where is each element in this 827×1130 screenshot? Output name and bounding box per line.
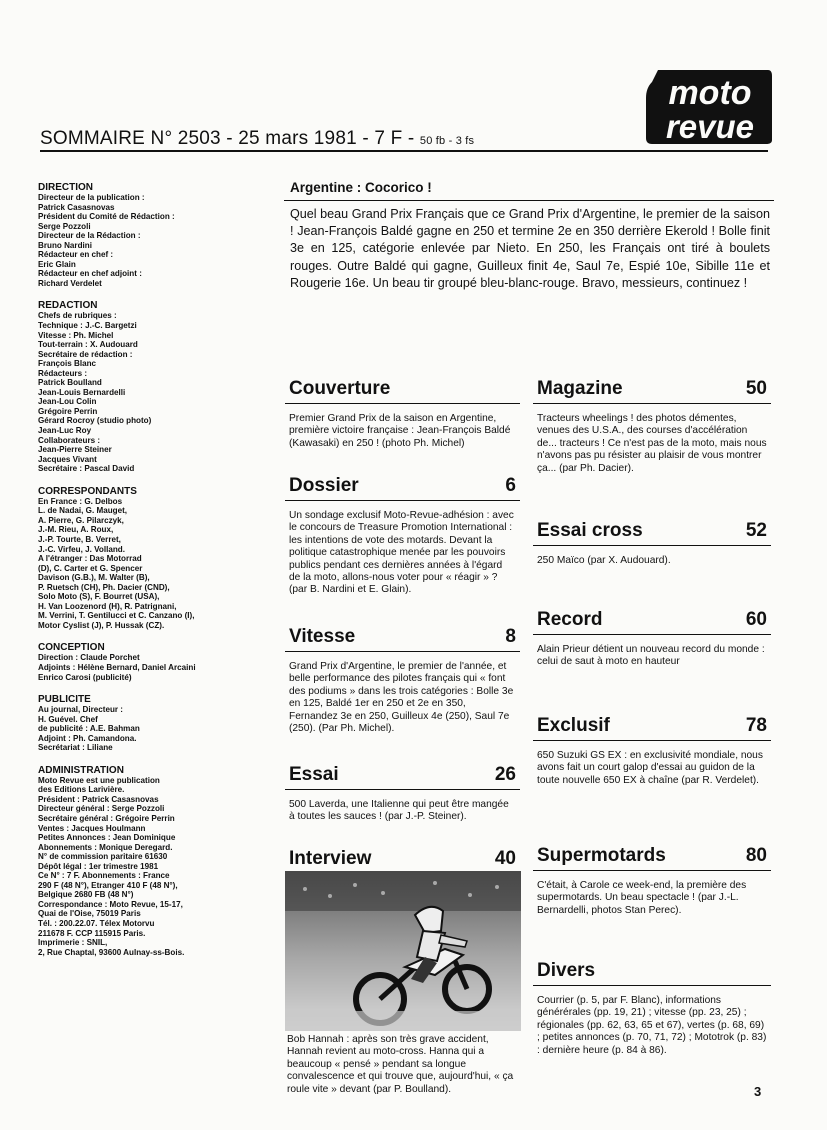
masthead-line: Jean-Pierre Steiner <box>38 445 112 455</box>
masthead-line: H. Van Loozenord (H), R. Patrignani, <box>38 601 177 611</box>
masthead-line: Eric Glain <box>38 259 76 269</box>
masthead-line: Jean-Luc Roy <box>38 426 92 436</box>
masthead-line: Secrétaire de rédaction : <box>38 349 133 359</box>
article-text: Courrier (p. 5, par F. Blanc), informations générérales (pp. 19, 21) ; vitesse (pp. 23, 25) ; régionales (pp. 62, 63, 65 et 67), vertes (p. 68, 69) ; petites annonces (p. 70, 71, 72) ; Mototrok (p. 83) : dernière heure (p. 84 à 86). <box>537 995 767 1056</box>
masthead-line: Patrick Boulland <box>38 378 102 388</box>
article-exclusif[interactable] <box>533 715 771 787</box>
masthead-section-title: PUBLICITE <box>38 694 91 706</box>
masthead-line: Directeur de la publication : <box>38 193 145 202</box>
masthead-line: Technique : J.-C. Bargetzi <box>38 321 137 331</box>
masthead-line: Adjoints : Hélène Bernard, Daniel Arcaini <box>38 662 196 672</box>
article-page: 78 <box>745 715 767 736</box>
intro-block <box>284 180 774 292</box>
masthead-section-title: CONCEPTION <box>38 642 105 654</box>
masthead-section-title: CORRESPONDANTS <box>38 485 137 497</box>
article-page: 40 <box>494 848 516 869</box>
masthead-line: des Editions Larivière. <box>38 785 125 795</box>
masthead-line: Grégoire Perrin <box>38 406 98 416</box>
masthead-line: Davison (G.B.), M. Walter (B), <box>38 573 150 583</box>
article-magazine[interactable] <box>533 378 771 475</box>
intro-title: Argentine : Cocorico ! <box>290 180 432 195</box>
masthead-line: Jean-Louis Bernardelli <box>38 387 126 397</box>
masthead-line: P. Ruetsch (CH), Ph. Dacier (CND), <box>38 582 170 592</box>
article-title: Supermotards <box>537 845 666 866</box>
masthead-line: Rédacteurs : <box>38 368 88 378</box>
masthead-line: Ce N° : 7 F. Abonnements : France <box>38 871 170 881</box>
article-title: Magazine <box>537 378 623 399</box>
motocross-photo <box>285 871 521 1031</box>
motocross-rider-illustration <box>285 871 521 1031</box>
masthead-line: Imprimerie : SNIL, <box>38 938 108 948</box>
issue-header <box>40 128 474 150</box>
masthead-line: Rédacteur en chef adjoint : <box>38 269 142 279</box>
article-page: 26 <box>494 764 516 785</box>
masthead-line: Bruno Nardini <box>38 240 92 250</box>
masthead-line: Secrétaire général : Grégoire Perrin <box>38 813 175 823</box>
masthead-section <box>38 642 273 682</box>
masthead-line: Gérard Rocroy (studio photo) <box>38 416 152 426</box>
article-title: Interview <box>289 848 372 869</box>
article-interview[interactable] <box>285 848 520 870</box>
article-essai[interactable] <box>285 764 520 824</box>
masthead-line: En France : G. Delbos <box>38 496 123 506</box>
article-page: 50 <box>745 378 767 399</box>
masthead-line: Au journal, Directeur : <box>38 705 123 715</box>
masthead-line: N° de commission paritaire 61630 <box>38 852 168 862</box>
masthead-line: Vitesse : Ph. Michel <box>38 330 114 340</box>
article-page: 60 <box>745 609 767 630</box>
masthead-line: Moto Revue est une publication <box>38 775 160 785</box>
masthead-line: Direction : Claude Porchet <box>38 653 140 663</box>
masthead-line: Jean-Lou Colin <box>38 397 97 407</box>
masthead-line: Secrétaire : Pascal David <box>38 464 135 474</box>
article-text: Un sondage exclusif Moto-Revue-adhésion : avec le concours de Treasure Promotion International : les intentions de vote des motards. Devant la politique catastrophique menée par les pouvoirs publics pendant ces dernières années à l'égard de la moto, allons-nous voter pour « réagir » ? (par B. Nardini et E. Glain). <box>289 510 514 596</box>
article-text: Alain Prieur détient un nouveau record du monde : celui de saut à moto en hauteur <box>537 644 765 668</box>
masthead-line: Ventes : Jacques Houlmann <box>38 823 146 833</box>
masthead-section <box>38 182 273 288</box>
masthead-line: Correspondance : Moto Revue, 15-17, <box>38 899 183 909</box>
article-title: Essai cross <box>537 520 643 541</box>
masthead-line: A. Pierre, G. Pilarczyk, <box>38 515 124 525</box>
article-dossier[interactable] <box>285 475 520 597</box>
article-record[interactable] <box>533 609 771 669</box>
masthead-line: J.-C. Virfeu, J. Volland. <box>38 544 125 554</box>
masthead-line: de publicité : A.E. Bahman <box>38 724 140 734</box>
masthead-line: Richard Verdelet <box>38 278 102 288</box>
article-page: 6 <box>505 475 516 496</box>
masthead-line: Patrick Casasnovas <box>38 202 115 212</box>
masthead-line: 2, Rue Chaptal, 93600 Aulnay-ss-Bois. <box>38 947 185 957</box>
article-text: Tracteurs wheelings ! des photos démentes, venues des U.S.A., des courses d'accélération de... tracteurs ! Ce n'est pas de la moto, mais nous n'avons pas pu résister au plaisir de vous montrer ça... (par Ph. Dacier). <box>537 413 767 474</box>
article-title: Couverture <box>289 378 391 399</box>
masthead-line: Serge Pozzoli <box>38 221 91 231</box>
masthead-line: Président du Comité de Rédaction : <box>38 212 175 222</box>
logo-line1: moto <box>668 74 752 112</box>
masthead-line: (D), C. Carter et G. Spencer <box>38 563 143 573</box>
article-text: C'était, à Carole ce week-end, la première des supermotards. Un beau spectacle ! (par J.-L. Bernardelli, photos Stan Perec). <box>537 880 747 916</box>
masthead-line: Adjoint : Ph. Camandona. <box>38 733 137 743</box>
masthead-section <box>38 765 273 957</box>
masthead-line: Quai de l'Oise, 75019 Paris <box>38 909 141 919</box>
masthead-line: Dépôt légal : 1er trimestre 1981 <box>38 861 159 871</box>
masthead-line: J.-P. Tourte, B. Verret, <box>38 534 121 544</box>
masthead-line: L. de Nadai, G. Mauget, <box>38 506 128 516</box>
masthead-line: 290 F (48 N°), Etranger 410 F (48 N°), <box>38 880 178 890</box>
article-vitesse[interactable] <box>285 626 520 735</box>
article-text: Premier Grand Prix de la saison en Argentine, première victoire française : Jean-François Baldé (Kawasaki) en 250 ! (photo Ph. Michel) <box>289 413 511 449</box>
article-page: 52 <box>745 520 767 541</box>
masthead-line: Abonnements : Monique Deregard. <box>38 842 173 852</box>
masthead-line: Secrétariat : Liliane <box>38 743 113 753</box>
masthead-line: Enrico Carosi (publicité) <box>38 672 132 682</box>
intro-text: Quel beau Grand Prix Français que ce Grand Prix d'Argentine, le premier de la saison ! Jean-François Baldé gagne en 250 et termine 2e en 350 derrière Ekerold ! Bolle finit 3e en 125, catégorie enlevée par Nieto. En 250, les Français ont tiré à boulets rouges. Outre Baldé qui gagne, Guilleux finit 4e, Saul 7e, Espié 10e, Sibille 11e et Rougerie 16e. Un beau tir groupé bleu-blanc-rouge. Bravo, messieurs, continuez ! <box>290 207 770 290</box>
moto-revue-logo <box>644 66 774 146</box>
article-page: 8 <box>505 626 516 647</box>
masthead-line: Belgique 2680 FB (48 N°) <box>38 890 134 900</box>
issue-price-foreign: 50 fb - 3 fs <box>419 135 475 147</box>
article-text: 500 Laverda, une Italienne qui peut être mangée à toutes les sauces ! (par J.-P. Steiner). <box>289 799 509 823</box>
masthead-line: A l'étranger : Das Motorrad <box>38 554 142 564</box>
masthead-line: M. Verrini, T. Gentilucci et C. Canzano (I), <box>38 611 195 621</box>
masthead-line: H. Guével. Chef <box>38 714 98 724</box>
article-couverture[interactable] <box>285 378 520 450</box>
article-essai-cross[interactable] <box>533 520 771 567</box>
article-page: 80 <box>745 845 767 866</box>
masthead-line: Rédacteur en chef : <box>38 250 114 260</box>
article-supermotards[interactable] <box>533 845 771 917</box>
article-title: Vitesse <box>289 626 356 647</box>
masthead-line: Collaborateurs : <box>38 435 101 445</box>
logo-line2: revue <box>665 108 755 145</box>
masthead <box>38 182 273 969</box>
article-title: Essai <box>289 764 339 785</box>
header-rule <box>40 150 768 152</box>
masthead-section <box>38 694 273 753</box>
article-text: 650 Suzuki GS EX : en exclusivité mondiale, nous avons fait un court galop d'essai au guidon de la toute nouvelle 650 EX à chaîne (par R. Verdelet). <box>537 750 763 786</box>
masthead-line: Directeur général : Serge Pozzoli <box>38 804 165 814</box>
article-text: 250 Maïco (par X. Audouard). <box>537 555 671 566</box>
masthead-section-title: REDACTION <box>38 300 98 312</box>
masthead-line: Chefs de rubriques : <box>38 311 117 321</box>
masthead-section <box>38 300 273 473</box>
masthead-line: Tout-terrain : X. Audouard <box>38 340 138 350</box>
masthead-line: J.-M. Rieu, A. Roux, <box>38 525 114 535</box>
masthead-line: Directeur de la Rédaction : <box>38 231 141 241</box>
article-divers[interactable] <box>533 960 771 1057</box>
masthead-line: François Blanc <box>38 359 97 369</box>
article-text: Grand Prix d'Argentine, le premier de l'année, et belle performance des pilotes français qui « font des podiums » dans les trois catégories : Bolle 3e en 125, Baldé 1er en 250 et 2e en 350, Fernandez 3e en 250, Guilleux 4e (250), Saul 7e (250). (Par Ph. Michel). <box>289 661 514 735</box>
masthead-line: Motor Cyslist (J), P. Hussak (CZ). <box>38 620 165 630</box>
masthead-line: 211678 F. CCP 115915 Paris. <box>38 928 146 938</box>
masthead-line: Tél. : 200.22.07. Télex Motorvu <box>38 919 155 928</box>
photo-caption: Bob Hannah : après son très grave accident, Hannah revient au moto-cross. Hanna qui a beaucoup « pensé » pendant sa longue convalescence et qui trouve que, aujourd'hui, « ça roule vite » devant (par P. Boulland). <box>287 1034 514 1095</box>
masthead-section-title: ADMINISTRATION <box>38 764 124 776</box>
masthead-section-title: DIRECTION <box>38 182 93 193</box>
masthead-section <box>38 486 273 631</box>
masthead-line: Jacques Vivant <box>38 454 97 464</box>
page-number: 3 <box>754 1084 762 1099</box>
article-title: Record <box>537 609 603 630</box>
masthead-line: Solo Moto (S), F. Bourret (USA), <box>38 592 160 602</box>
masthead-line: Président : Patrick Casasnovas <box>38 794 159 804</box>
issue-title: SOMMAIRE N° 2503 - 25 mars 1981 - 7 F - <box>40 128 415 149</box>
masthead-line: Petites Annonces : Jean Dominique <box>38 833 176 843</box>
article-title: Exclusif <box>537 715 610 736</box>
article-title: Dossier <box>289 475 359 496</box>
article-title: Divers <box>537 960 596 981</box>
